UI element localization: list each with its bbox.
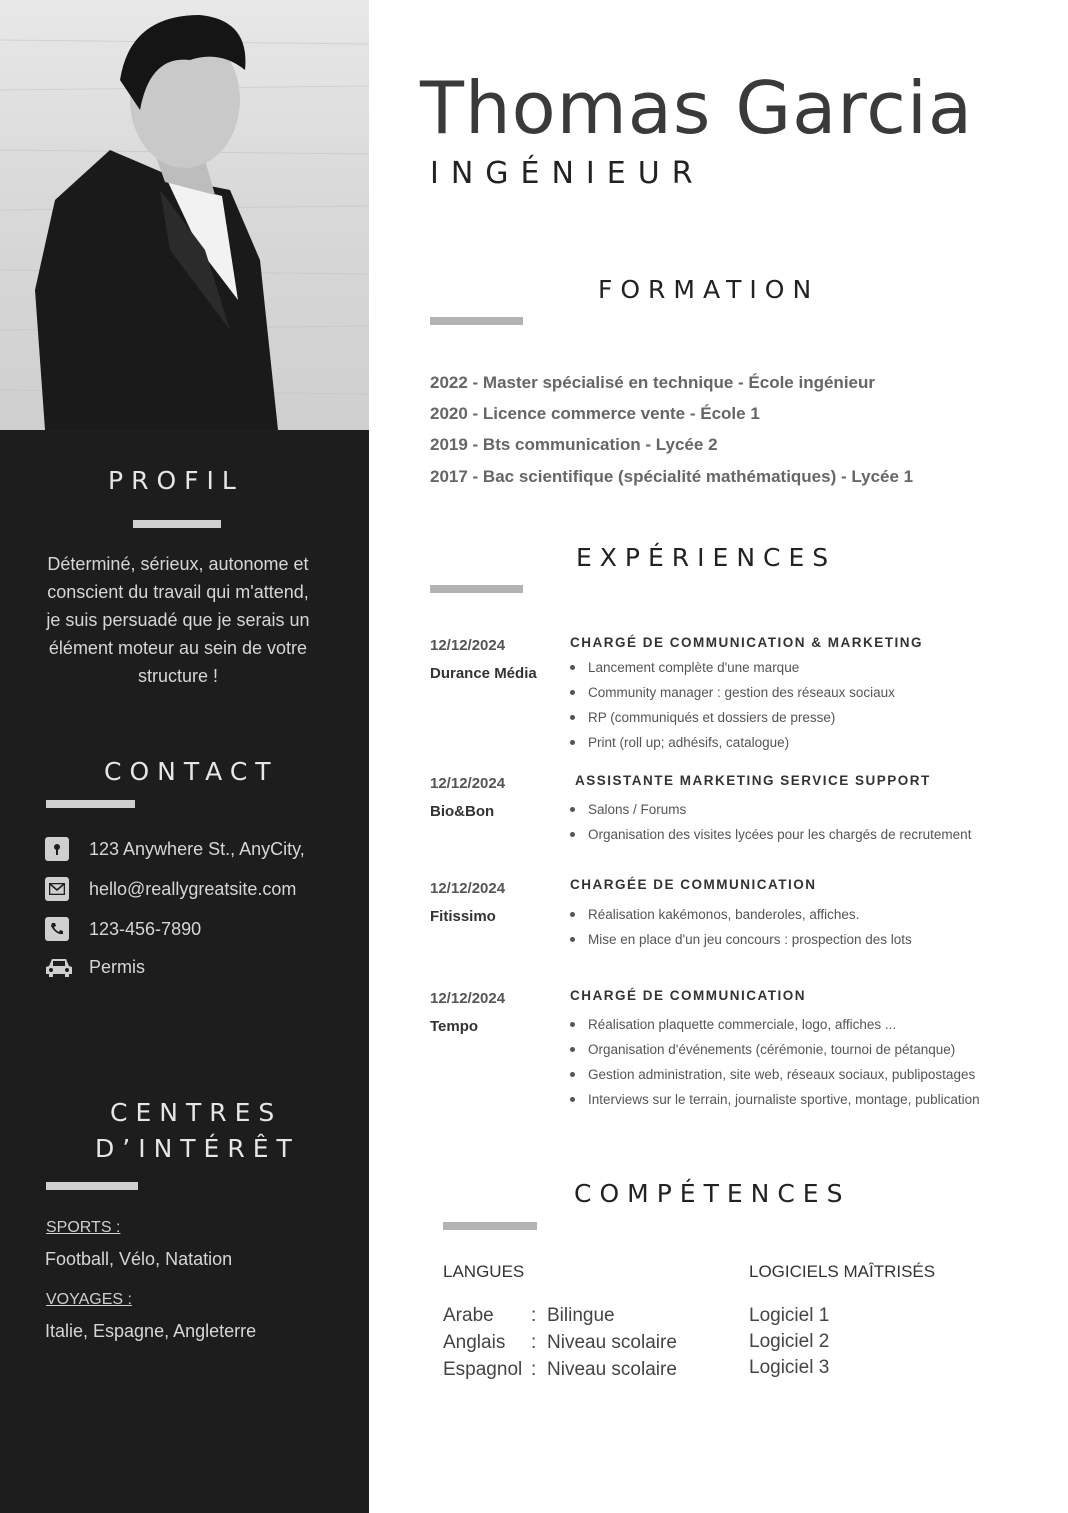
formation-item: 2017 - Bac scientifique (spécialité mathématiques) - Lycée 1 — [430, 467, 914, 486]
experience-role: CHARGÉ DE COMMUNICATION & MARKETING — [570, 635, 923, 650]
experience-company: Tempo — [430, 1018, 479, 1035]
experience-company: Bio&Bon — [430, 803, 495, 820]
phone-text[interactable]: 123-456-7890 — [89, 918, 202, 939]
formation-item: 2020 - Licence commerce vente - École 1 — [430, 404, 760, 423]
interests-title-line1: CENTRES — [110, 1098, 283, 1127]
profile-title: PROFIL — [108, 466, 244, 495]
profile-divider — [133, 520, 221, 528]
software-item: Logiciel 1 — [749, 1305, 830, 1326]
task-item: Gestion administration, site web, réseaux sociaux, publipostages — [570, 1062, 980, 1087]
languages-title: LANGUES — [443, 1262, 525, 1281]
candidate-name: Thomas Garcia — [420, 66, 973, 150]
phone-icon — [45, 917, 69, 941]
contact-address — [45, 837, 305, 861]
language-name: Arabe — [443, 1305, 494, 1326]
software-title: LOGICIELS MAÎTRISÉS — [749, 1262, 936, 1281]
address-text: 123 Anywhere St., AnyCity, — [89, 838, 305, 859]
task-item: Organisation des visites lycées pour les chargés de recrutement — [570, 822, 971, 847]
formation-title: FORMATION — [598, 275, 820, 304]
travel-label: VOYAGES : — [46, 1291, 132, 1308]
task-item: Interviews sur le terrain, journaliste sportive, montage, publication — [570, 1087, 980, 1112]
competences-divider — [443, 1222, 537, 1230]
experience-tasks — [570, 902, 912, 952]
task-item: Réalisation plaquette commerciale, logo, affiches ... — [570, 1012, 980, 1037]
language-separator: : — [531, 1359, 537, 1380]
experience-company: Durance Média — [430, 665, 537, 682]
experience-role: CHARGÉ DE COMMUNICATION — [570, 988, 806, 1003]
task-item: Salons / Forums — [570, 797, 971, 822]
experience-date: 12/12/2024 — [430, 880, 506, 897]
contact-title: CONTACT — [104, 757, 279, 786]
experience-role: CHARGÉE DE COMMUNICATION — [570, 877, 817, 892]
language-name: Espagnol — [443, 1359, 523, 1380]
task-item: RP (communiqués et dossiers de presse) — [570, 705, 895, 730]
competences-title: COMPÉTENCES — [574, 1179, 851, 1208]
email-text[interactable]: hello@reallygreatsite.com — [89, 878, 297, 899]
language-separator: : — [531, 1305, 537, 1326]
software-item: Logiciel 3 — [749, 1357, 830, 1378]
formation-item: 2019 - Bts communication - Lycée 2 — [430, 435, 718, 454]
formation-divider — [430, 317, 523, 325]
contact-divider — [46, 800, 135, 808]
language-name: Anglais — [443, 1332, 506, 1353]
language-level: Niveau scolaire — [547, 1332, 677, 1353]
software-item: Logiciel 2 — [749, 1331, 830, 1352]
task-item: Lancement complète d'une marque — [570, 655, 895, 680]
interests-divider — [46, 1182, 138, 1190]
travel-value: Italie, Espagne, Angleterre — [45, 1321, 257, 1341]
experiences-title: EXPÉRIENCES — [576, 543, 837, 572]
task-item: Réalisation kakémonos, banderoles, affiches. — [570, 902, 912, 927]
sidebar — [0, 0, 369, 1513]
license-text: Permis — [89, 956, 146, 977]
task-item: Organisation d'événements (cérémonie, tournoi de pétanque) — [570, 1037, 980, 1062]
profile-text: Déterminé, sérieux, autonome et conscient du travail qui m'attend, je suis persuadé que je serais un élément moteur au sein de votre structure ! — [46, 554, 310, 686]
language-row — [443, 1359, 677, 1381]
car-icon — [45, 956, 73, 978]
task-item: Mise en place d'un jeu concours : prospection des lots — [570, 927, 912, 952]
interests-title-line2: D’INTÉRÊT — [95, 1134, 300, 1163]
experience-date: 12/12/2024 — [430, 775, 506, 792]
language-separator: : — [531, 1332, 537, 1353]
experience-date: 12/12/2024 — [430, 990, 506, 1007]
contact-email[interactable] — [45, 877, 296, 901]
contact-phone[interactable] — [45, 917, 201, 941]
task-item: Print (roll up; adhésifs, catalogue) — [570, 730, 895, 755]
email-icon — [45, 877, 69, 901]
sports-value: Football, Vélo, Natation — [45, 1249, 233, 1269]
formation-item: 2022 - Master spécialisé en technique - École ingénieur — [430, 373, 875, 392]
contact-license — [45, 956, 145, 978]
experience-tasks — [570, 655, 895, 755]
experience-tasks — [570, 797, 971, 847]
language-level: Niveau scolaire — [547, 1359, 677, 1380]
experiences-divider — [430, 585, 523, 593]
language-level: Bilingue — [547, 1305, 615, 1326]
task-item: Community manager : gestion des réseaux sociaux — [570, 680, 895, 705]
experience-company: Fitissimo — [430, 908, 496, 925]
language-row — [443, 1332, 677, 1354]
language-row — [443, 1305, 615, 1327]
location-pin-icon — [45, 837, 69, 861]
job-title: INGÉNIEUR — [430, 156, 705, 191]
experience-tasks — [570, 1012, 980, 1112]
sports-label: SPORTS : — [46, 1219, 121, 1236]
experience-date: 12/12/2024 — [430, 637, 506, 654]
profile-photo — [0, 0, 369, 430]
experience-role: ASSISTANTE MARKETING SERVICE SUPPORT — [575, 773, 931, 788]
